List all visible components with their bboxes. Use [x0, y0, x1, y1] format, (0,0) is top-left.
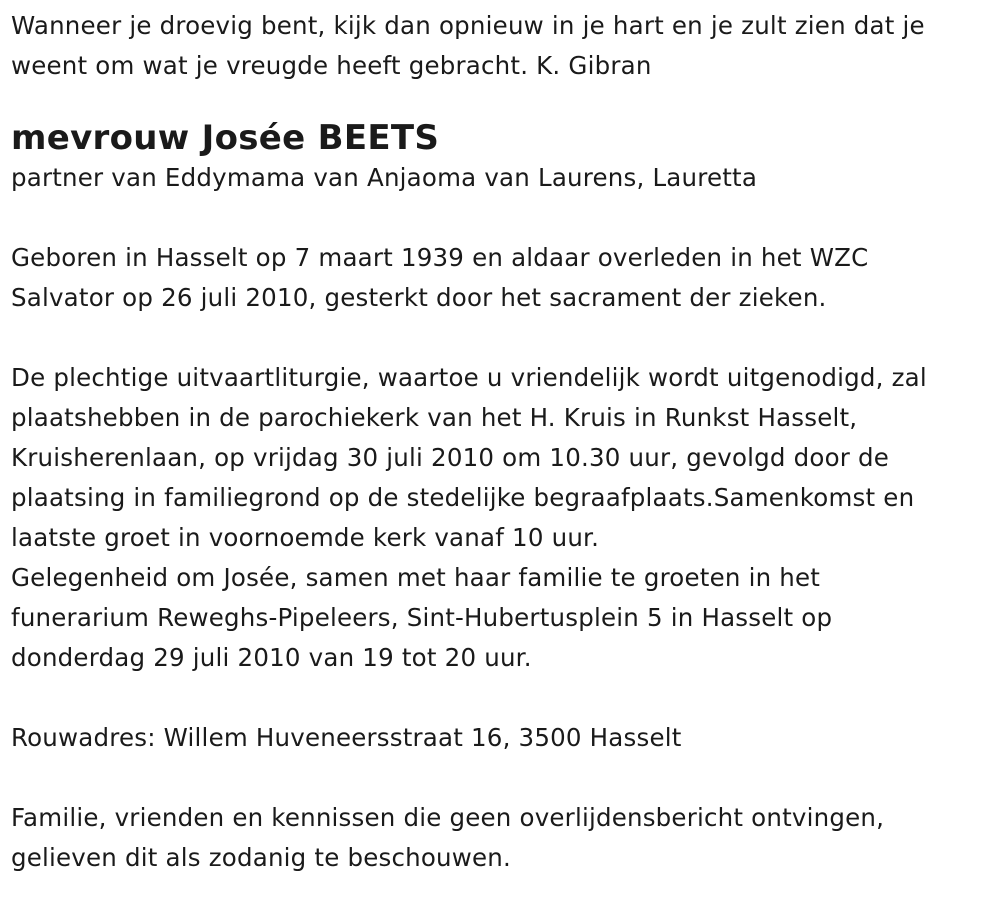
- deceased-name: mevrouw Josée BEETS: [11, 118, 440, 158]
- birth-death-line: Geboren in Hasselt op 7 maart 1939 en aldaar overleden in het WZC: [11, 243, 869, 272]
- funeral-block: [11, 358, 991, 678]
- quote-block: [11, 6, 991, 86]
- relations-line: partner van Eddymama van Anjaoma van Laurens, Lauretta: [11, 163, 758, 192]
- obituary-document: [11, 6, 991, 878]
- funeral-line: Gelegenheid om Josée, samen met haar familie te groeten in het: [11, 563, 821, 592]
- funeral-line: donderdag 29 juli 2010 van 19 tot 20 uur.: [11, 643, 532, 672]
- mourning-address: Rouwadres: Willem Huveneersstraat 16, 3500 Hasselt: [11, 723, 682, 752]
- funeral-line: laatste groet in voornoemde kerk vanaf 10 uur.: [11, 523, 600, 552]
- closing-line: gelieven dit als zodanig te beschouwen.: [11, 843, 512, 872]
- closing-line: Familie, vrienden en kennissen die geen overlijdensbericht ontvingen,: [11, 803, 885, 832]
- funeral-line: Kruisherenlaan, op vrijdag 30 juli 2010 om 10.30 uur, gevolgd door de: [11, 443, 890, 472]
- funeral-line: plaatshebben in de parochiekerk van het H. Kruis in Runkst Hasselt,: [11, 403, 858, 432]
- quote-line: weent om wat je vreugde heeft gebracht. K. Gibran: [11, 51, 652, 80]
- funeral-line: funerarium Reweghs-Pipeleers, Sint-Hubertusplein 5 in Hasselt op: [11, 603, 833, 632]
- closing-block: [11, 798, 991, 878]
- funeral-line: plaatsing in familiegrond op de stedelijke begraafplaats.Samenkomst en: [11, 483, 915, 512]
- funeral-line: De plechtige uitvaartliturgie, waartoe u vriendelijk wordt uitgenodigd, zal: [11, 363, 927, 392]
- birth-death-block: [11, 238, 991, 318]
- birth-death-line: Salvator op 26 juli 2010, gesterkt door het sacrament der zieken.: [11, 283, 827, 312]
- quote-line: Wanneer je droevig bent, kijk dan opnieuw in je hart en je zult zien dat je: [11, 11, 925, 40]
